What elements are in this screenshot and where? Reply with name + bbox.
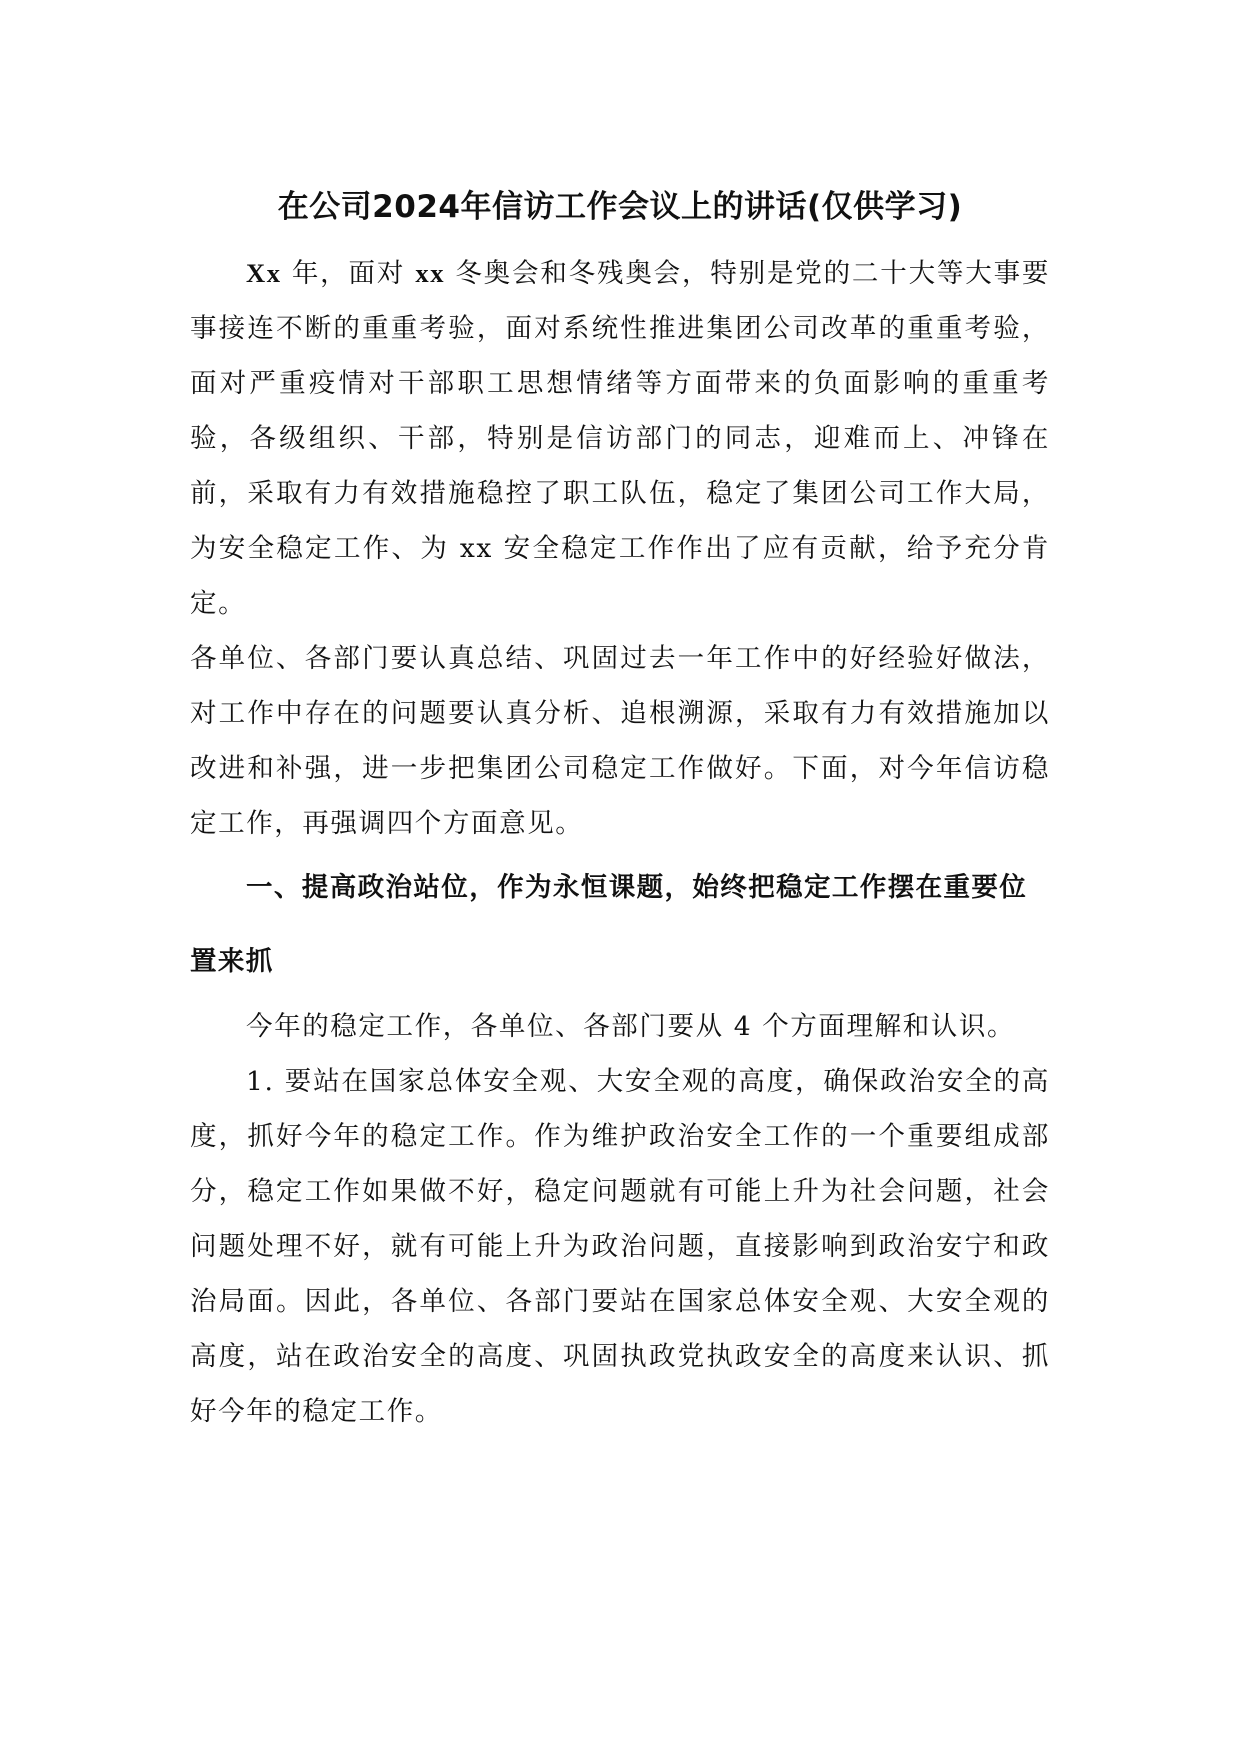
paragraph-3: 今年的稳定工作，各单位、各部门要从 4 个方面理解和认识。 [246,1011,1016,1042]
paragraph-4: 1. 要站在国家总体安全观、大安全观的高度，确保政治安全的高度，抓好今年的稳定工作。作为维护政治安全工作的一个重要组成部分，稳定工作如果做不好，稳定问题就有可能上升为社会问题，社会问题处理不好，就有可能上升为政治问题，直接影响到政治安宁和政治局面。因此，各单位、各部门要站在国家总体安全观、大安全观的高度，站在政治安全的高度、巩固执政党执政安全的高度来认识、抓好今年的稳定工作。 [190,1066,1050,1427]
paragraph-1-part-1: 年，面对 [281,258,416,289]
document-body [190,182,1050,1439]
paragraph-1-lead-2: xx [415,258,446,288]
paragraph-1-lead-1: Xx [246,258,282,288]
paragraph-2: 各单位、各部门要认真总结、巩固过去一年工作中的好经验好做法，对工作中存在的问题要认真分析、追根溯源，采取有力有效措施加以改进和补强，进一步把集团公司稳定工作做好。下面，对今年信访稳定工作，再强调四个方面意见。 [190,643,1050,839]
paragraph-1-rest: 冬奥会和冬残奥会，特别是党的二十大等大事要事接连不断的重重考验，面对系统性推进集团公司改革的重重考验，面对严重疫情对干部职工思想情绪等方面带来的负面影响的重重考验，各级组织、干部，特别是信访部门的同志，迎难而上、冲锋在前，采取有力有效措施稳控了职工队伍，稳定了集团公司工作大局，为安全稳定工作、为 xx 安全稳定工作作出了应有贡献，给予充分肯定。 [190,258,1050,619]
section-heading-1: 一、提高政治站位，作为永恒课题，始终把稳定工作摆在重要位置来抓 [190,872,1028,977]
paragraph-1 [190,246,1050,631]
document-title: 在公司2024年信访工作会议上的讲话(仅供学习) [277,189,963,225]
